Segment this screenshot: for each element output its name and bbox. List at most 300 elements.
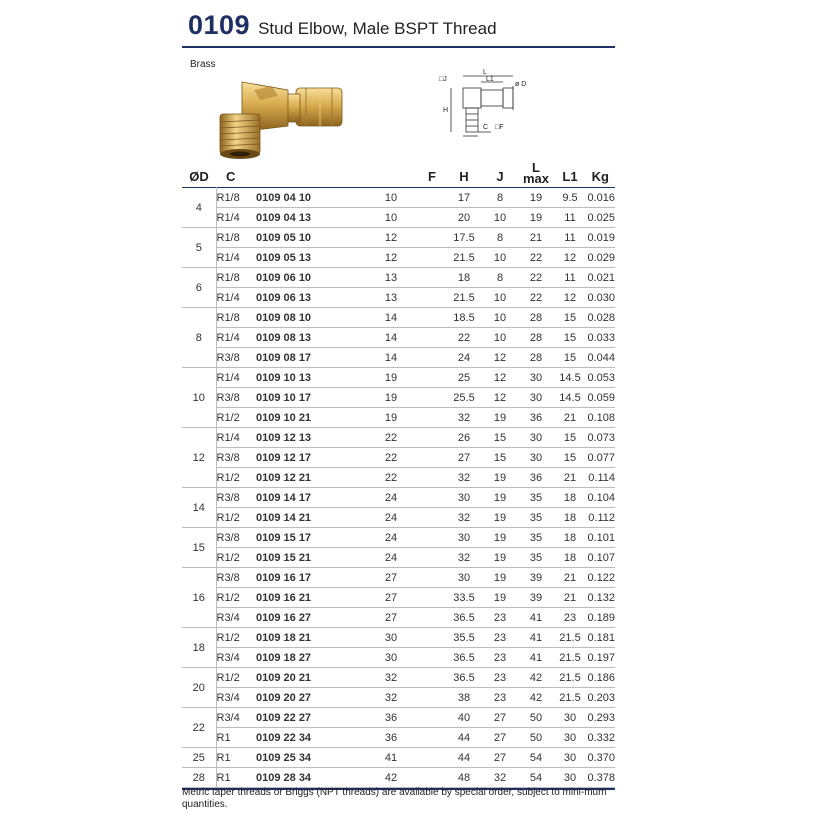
footnote: Metric taper threads or Briggs (NPT threads) are available by special order, subject to mini-mum quantities. xyxy=(182,787,607,810)
od-cell: 16 xyxy=(182,568,216,628)
f-cell: 14 xyxy=(338,348,444,368)
l1-cell: 15 xyxy=(556,428,584,448)
table-row xyxy=(182,188,615,208)
kg-cell: 0.108 xyxy=(584,408,615,428)
l-cell: 50 xyxy=(516,728,556,748)
l1-cell: 21 xyxy=(556,468,584,488)
l1-cell: 21.5 xyxy=(556,668,584,688)
table-row xyxy=(182,208,615,228)
f-cell: 27 xyxy=(338,568,444,588)
kg-cell: 0.181 xyxy=(584,628,615,648)
l1-cell: 21.5 xyxy=(556,688,584,708)
thread-cell: R1/2 xyxy=(216,468,256,488)
h-cell: 27 xyxy=(444,448,484,468)
l1-cell: 15 xyxy=(556,348,584,368)
order-code-cell: 0109 25 34 xyxy=(256,748,338,768)
thread-cell: R1/2 xyxy=(216,548,256,568)
table-row xyxy=(182,428,615,448)
thread-cell: R1/8 xyxy=(216,228,256,248)
order-code-cell: 0109 28 34 xyxy=(256,768,338,788)
l1-cell: 15 xyxy=(556,308,584,328)
j-cell: 23 xyxy=(484,608,516,628)
order-code-cell: 0109 08 10 xyxy=(256,308,338,328)
f-cell: 24 xyxy=(338,548,444,568)
l-cell: 28 xyxy=(516,328,556,348)
thread-cell: R3/8 xyxy=(216,448,256,468)
h-cell: 35.5 xyxy=(444,628,484,648)
l1-cell: 12 xyxy=(556,288,584,308)
l-cell: 30 xyxy=(516,428,556,448)
order-code-cell: 0109 15 17 xyxy=(256,528,338,548)
l-cell: 19 xyxy=(516,188,556,208)
l-cell: 21 xyxy=(516,228,556,248)
table-header-row xyxy=(182,156,615,188)
j-cell: 10 xyxy=(484,248,516,268)
l1-cell: 18 xyxy=(556,508,584,528)
thread-cell: R3/8 xyxy=(216,388,256,408)
l1-cell: 18 xyxy=(556,548,584,568)
f-cell: 22 xyxy=(338,468,444,488)
j-cell: 23 xyxy=(484,668,516,688)
f-cell: 19 xyxy=(338,408,444,428)
h-cell: 30 xyxy=(444,488,484,508)
j-cell: 12 xyxy=(484,388,516,408)
thread-cell: R1/4 xyxy=(216,248,256,268)
drawing-label-c: C xyxy=(483,124,489,131)
f-cell: 27 xyxy=(338,608,444,628)
order-code-cell: 0109 22 27 xyxy=(256,708,338,728)
kg-cell: 0.021 xyxy=(584,268,615,288)
h-cell: 44 xyxy=(444,728,484,748)
h-cell: 24 xyxy=(444,348,484,368)
kg-cell: 0.104 xyxy=(584,488,615,508)
h-cell: 22 xyxy=(444,328,484,348)
thread-cell: R1 xyxy=(216,768,256,788)
order-code-cell: 0109 05 13 xyxy=(256,248,338,268)
thread-cell: R3/4 xyxy=(216,648,256,668)
order-code-cell: 0109 16 21 xyxy=(256,588,338,608)
table-row xyxy=(182,288,615,308)
h-cell: 30 xyxy=(444,528,484,548)
j-cell: 27 xyxy=(484,748,516,768)
f-cell: 12 xyxy=(338,248,444,268)
l-cell: 30 xyxy=(516,388,556,408)
l1-cell: 11 xyxy=(556,228,584,248)
j-cell: 23 xyxy=(484,628,516,648)
h-cell: 21.5 xyxy=(444,288,484,308)
kg-cell: 0.044 xyxy=(584,348,615,368)
thread-cell: R1/2 xyxy=(216,508,256,528)
od-cell: 4 xyxy=(182,188,216,228)
table-row xyxy=(182,408,615,428)
l1-cell: 11 xyxy=(556,208,584,228)
h-cell: 32 xyxy=(444,408,484,428)
header-c: C xyxy=(226,169,236,184)
j-cell: 12 xyxy=(484,348,516,368)
f-cell: 27 xyxy=(338,588,444,608)
thread-cell: R3/8 xyxy=(216,568,256,588)
table-row xyxy=(182,268,615,288)
l-cell: 42 xyxy=(516,688,556,708)
kg-cell: 0.122 xyxy=(584,568,615,588)
od-cell: 22 xyxy=(182,708,216,748)
h-cell: 17.5 xyxy=(444,228,484,248)
j-cell: 19 xyxy=(484,528,516,548)
order-code-cell: 0109 12 21 xyxy=(256,468,338,488)
j-cell: 19 xyxy=(484,508,516,528)
l-cell: 35 xyxy=(516,528,556,548)
order-code-cell: 0109 12 17 xyxy=(256,448,338,468)
order-code-cell: 0109 10 17 xyxy=(256,388,338,408)
table-row xyxy=(182,728,615,748)
table-row xyxy=(182,248,615,268)
table-row xyxy=(182,668,615,688)
kg-cell: 0.053 xyxy=(584,368,615,388)
order-code-cell: 0109 16 17 xyxy=(256,568,338,588)
spec-table-body xyxy=(182,188,615,788)
od-cell: 5 xyxy=(182,228,216,268)
thread-cell: R1/8 xyxy=(216,308,256,328)
l1-cell: 30 xyxy=(556,748,584,768)
l-cell: 54 xyxy=(516,768,556,788)
l1-cell: 21.5 xyxy=(556,648,584,668)
j-cell: 19 xyxy=(484,488,516,508)
f-cell: 19 xyxy=(338,368,444,388)
header-l-max xyxy=(516,156,556,188)
table-row xyxy=(182,768,615,788)
l-cell: 22 xyxy=(516,248,556,268)
l1-cell: 21 xyxy=(556,588,584,608)
f-cell: 41 xyxy=(338,748,444,768)
table-row xyxy=(182,488,615,508)
h-cell: 36.5 xyxy=(444,648,484,668)
l-cell: 41 xyxy=(516,648,556,668)
order-code-cell: 0109 12 13 xyxy=(256,428,338,448)
l-cell: 35 xyxy=(516,488,556,508)
l-cell: 35 xyxy=(516,548,556,568)
l-cell: 41 xyxy=(516,608,556,628)
thread-cell: R3/4 xyxy=(216,688,256,708)
j-cell: 8 xyxy=(484,188,516,208)
j-cell: 10 xyxy=(484,308,516,328)
l1-cell: 30 xyxy=(556,728,584,748)
j-cell: 19 xyxy=(484,588,516,608)
order-code-cell: 0109 14 17 xyxy=(256,488,338,508)
od-cell: 12 xyxy=(182,428,216,488)
l-cell: 50 xyxy=(516,708,556,728)
f-cell: 30 xyxy=(338,628,444,648)
od-cell: 20 xyxy=(182,668,216,708)
h-cell: 44 xyxy=(444,748,484,768)
l1-cell: 21.5 xyxy=(556,628,584,648)
table-row xyxy=(182,368,615,388)
j-cell: 15 xyxy=(484,428,516,448)
kg-cell: 0.059 xyxy=(584,388,615,408)
thread-cell: R1/2 xyxy=(216,588,256,608)
product-code: 0109 xyxy=(188,10,251,40)
table-row xyxy=(182,748,615,768)
kg-cell: 0.073 xyxy=(584,428,615,448)
j-cell: 10 xyxy=(484,208,516,228)
order-code-cell: 0109 22 34 xyxy=(256,728,338,748)
kg-cell: 0.016 xyxy=(584,188,615,208)
l-cell: 19 xyxy=(516,208,556,228)
table-row xyxy=(182,348,615,368)
l1-cell: 15 xyxy=(556,328,584,348)
thread-cell: R3/4 xyxy=(216,608,256,628)
drawing-label-l1: L1 xyxy=(486,76,494,83)
l1-cell: 30 xyxy=(556,768,584,788)
kg-cell: 0.028 xyxy=(584,308,615,328)
l-cell: 39 xyxy=(516,568,556,588)
h-cell: 36.5 xyxy=(444,608,484,628)
l-cell: 22 xyxy=(516,268,556,288)
l1-cell: 18 xyxy=(556,488,584,508)
l1-cell: 23 xyxy=(556,608,584,628)
od-cell: 15 xyxy=(182,528,216,568)
l1-cell: 15 xyxy=(556,448,584,468)
l-cell: 28 xyxy=(516,308,556,328)
order-code-cell: 0109 15 21 xyxy=(256,548,338,568)
thread-cell: R1/4 xyxy=(216,428,256,448)
header-od: ØD xyxy=(189,169,209,184)
table-row xyxy=(182,588,615,608)
header-kg: Kg xyxy=(591,169,609,184)
kg-cell: 0.025 xyxy=(584,208,615,228)
drawing-label-l: L xyxy=(483,69,487,76)
h-cell: 18 xyxy=(444,268,484,288)
thread-cell: R1/8 xyxy=(216,268,256,288)
drawing-label-od: ø D xyxy=(515,81,527,88)
order-code-cell: 0109 08 17 xyxy=(256,348,338,368)
thread-cell: R1/4 xyxy=(216,208,256,228)
kg-cell: 0.197 xyxy=(584,648,615,668)
f-cell: 10 xyxy=(338,208,444,228)
table-row xyxy=(182,608,615,628)
f-cell: 14 xyxy=(338,328,444,348)
table-row xyxy=(182,228,615,248)
thread-cell: R1/4 xyxy=(216,288,256,308)
kg-cell: 0.203 xyxy=(584,688,615,708)
od-cell: 14 xyxy=(182,488,216,528)
table-row xyxy=(182,308,615,328)
thread-cell: R1/2 xyxy=(216,408,256,428)
thread-cell: R1/2 xyxy=(216,628,256,648)
j-cell: 8 xyxy=(484,268,516,288)
f-cell: 42 xyxy=(338,768,444,788)
h-cell: 25.5 xyxy=(444,388,484,408)
l1-cell: 12 xyxy=(556,248,584,268)
j-cell: 23 xyxy=(484,648,516,668)
j-cell: 19 xyxy=(484,548,516,568)
l1-cell: 14.5 xyxy=(556,388,584,408)
l1-cell: 30 xyxy=(556,708,584,728)
od-cell: 28 xyxy=(182,768,216,788)
j-cell: 12 xyxy=(484,368,516,388)
kg-cell: 0.107 xyxy=(584,548,615,568)
order-code-cell: 0109 05 10 xyxy=(256,228,338,248)
od-cell: 8 xyxy=(182,308,216,368)
drawing-label-h: H xyxy=(443,107,449,114)
j-cell: 19 xyxy=(484,408,516,428)
l1-cell: 11 xyxy=(556,268,584,288)
kg-cell: 0.114 xyxy=(584,468,615,488)
f-cell: 24 xyxy=(338,488,444,508)
table-row xyxy=(182,628,615,648)
thread-cell: R1 xyxy=(216,748,256,768)
product-title xyxy=(188,10,497,44)
kg-cell: 0.019 xyxy=(584,228,615,248)
kg-cell: 0.370 xyxy=(584,748,615,768)
l1-cell: 9.5 xyxy=(556,188,584,208)
j-cell: 10 xyxy=(484,288,516,308)
l-cell: 39 xyxy=(516,588,556,608)
l-cell: 35 xyxy=(516,508,556,528)
l-cell: 41 xyxy=(516,628,556,648)
f-cell: 13 xyxy=(338,288,444,308)
j-cell: 10 xyxy=(484,328,516,348)
j-cell: 19 xyxy=(484,568,516,588)
product-name: Stud Elbow, Male BSPT Thread xyxy=(258,19,497,38)
header-l1: L1 xyxy=(562,169,578,184)
thread-cell: R1/4 xyxy=(216,328,256,348)
od-cell: 10 xyxy=(182,368,216,428)
header-code xyxy=(256,156,338,188)
table-row xyxy=(182,688,615,708)
l-cell: 30 xyxy=(516,448,556,468)
order-code-cell: 0109 10 13 xyxy=(256,368,338,388)
header-j: J xyxy=(496,169,504,184)
l-cell: 36 xyxy=(516,408,556,428)
l-cell: 36 xyxy=(516,468,556,488)
f-cell: 10 xyxy=(338,188,444,208)
f-cell: 30 xyxy=(338,648,444,668)
fitting-photo xyxy=(196,70,346,160)
table-row xyxy=(182,468,615,488)
header-f: F xyxy=(428,169,436,184)
h-cell: 32 xyxy=(444,548,484,568)
thread-cell: R1 xyxy=(216,728,256,748)
thread-cell: R3/8 xyxy=(216,488,256,508)
j-cell: 27 xyxy=(484,708,516,728)
drawing-label-f: □F xyxy=(495,124,504,131)
kg-cell: 0.112 xyxy=(584,508,615,528)
order-code-cell: 0109 04 10 xyxy=(256,188,338,208)
h-cell: 17 xyxy=(444,188,484,208)
drawing-label-j: □J xyxy=(439,76,447,83)
h-cell: 36.5 xyxy=(444,668,484,688)
kg-cell: 0.332 xyxy=(584,728,615,748)
kg-cell: 0.033 xyxy=(584,328,615,348)
order-code-cell: 0109 06 10 xyxy=(256,268,338,288)
f-cell: 32 xyxy=(338,668,444,688)
j-cell: 32 xyxy=(484,768,516,788)
order-code-cell: 0109 04 13 xyxy=(256,208,338,228)
l-cell: 54 xyxy=(516,748,556,768)
table-row xyxy=(182,528,615,548)
order-code-cell: 0109 20 21 xyxy=(256,668,338,688)
h-cell: 33.5 xyxy=(444,588,484,608)
order-code-cell: 0109 20 27 xyxy=(256,688,338,708)
table-row xyxy=(182,508,615,528)
f-cell: 36 xyxy=(338,728,444,748)
l1-cell: 21 xyxy=(556,408,584,428)
kg-cell: 0.077 xyxy=(584,448,615,468)
kg-cell: 0.186 xyxy=(584,668,615,688)
table-row xyxy=(182,548,615,568)
kg-cell: 0.030 xyxy=(584,288,615,308)
table-row xyxy=(182,568,615,588)
table-row xyxy=(182,648,615,668)
f-cell: 32 xyxy=(338,688,444,708)
kg-cell: 0.132 xyxy=(584,588,615,608)
f-cell: 22 xyxy=(338,428,444,448)
od-cell: 6 xyxy=(182,268,216,308)
od-cell: 25 xyxy=(182,748,216,768)
f-cell: 13 xyxy=(338,268,444,288)
material-label: Brass xyxy=(190,59,216,70)
thread-cell: R3/8 xyxy=(216,348,256,368)
h-cell: 18.5 xyxy=(444,308,484,328)
l-cell: 28 xyxy=(516,348,556,368)
thread-cell: R3/8 xyxy=(216,528,256,548)
dimension-drawing xyxy=(433,66,533,146)
title-divider xyxy=(182,46,615,48)
order-code-cell: 0109 14 21 xyxy=(256,508,338,528)
j-cell: 23 xyxy=(484,688,516,708)
order-code-cell: 0109 08 13 xyxy=(256,328,338,348)
h-cell: 32 xyxy=(444,468,484,488)
table-row xyxy=(182,708,615,728)
header-h: H xyxy=(459,169,469,184)
order-code-cell: 0109 16 27 xyxy=(256,608,338,628)
h-cell: 48 xyxy=(444,768,484,788)
table-row xyxy=(182,328,615,348)
order-code-cell: 0109 18 21 xyxy=(256,628,338,648)
kg-cell: 0.189 xyxy=(584,608,615,628)
table-row xyxy=(182,448,615,468)
kg-cell: 0.101 xyxy=(584,528,615,548)
j-cell: 19 xyxy=(484,468,516,488)
h-cell: 38 xyxy=(444,688,484,708)
h-cell: 20 xyxy=(444,208,484,228)
f-cell: 36 xyxy=(338,708,444,728)
order-code-cell: 0109 18 27 xyxy=(256,648,338,668)
f-cell: 24 xyxy=(338,508,444,528)
j-cell: 15 xyxy=(484,448,516,468)
l-cell: 30 xyxy=(516,368,556,388)
h-cell: 32 xyxy=(444,508,484,528)
f-cell: 19 xyxy=(338,388,444,408)
h-cell: 40 xyxy=(444,708,484,728)
table-row xyxy=(182,388,615,408)
l-cell: 42 xyxy=(516,668,556,688)
j-cell: 8 xyxy=(484,228,516,248)
thread-cell: R3/4 xyxy=(216,708,256,728)
kg-cell: 0.293 xyxy=(584,708,615,728)
l-cell: 22 xyxy=(516,288,556,308)
header-l: L xyxy=(532,160,540,175)
h-cell: 30 xyxy=(444,568,484,588)
h-cell: 26 xyxy=(444,428,484,448)
order-code-cell: 0109 10 21 xyxy=(256,408,338,428)
j-cell: 27 xyxy=(484,728,516,748)
f-cell: 22 xyxy=(338,448,444,468)
order-code-cell: 0109 06 13 xyxy=(256,288,338,308)
f-cell: 14 xyxy=(338,308,444,328)
kg-cell: 0.029 xyxy=(584,248,615,268)
header-max: max xyxy=(522,171,550,186)
